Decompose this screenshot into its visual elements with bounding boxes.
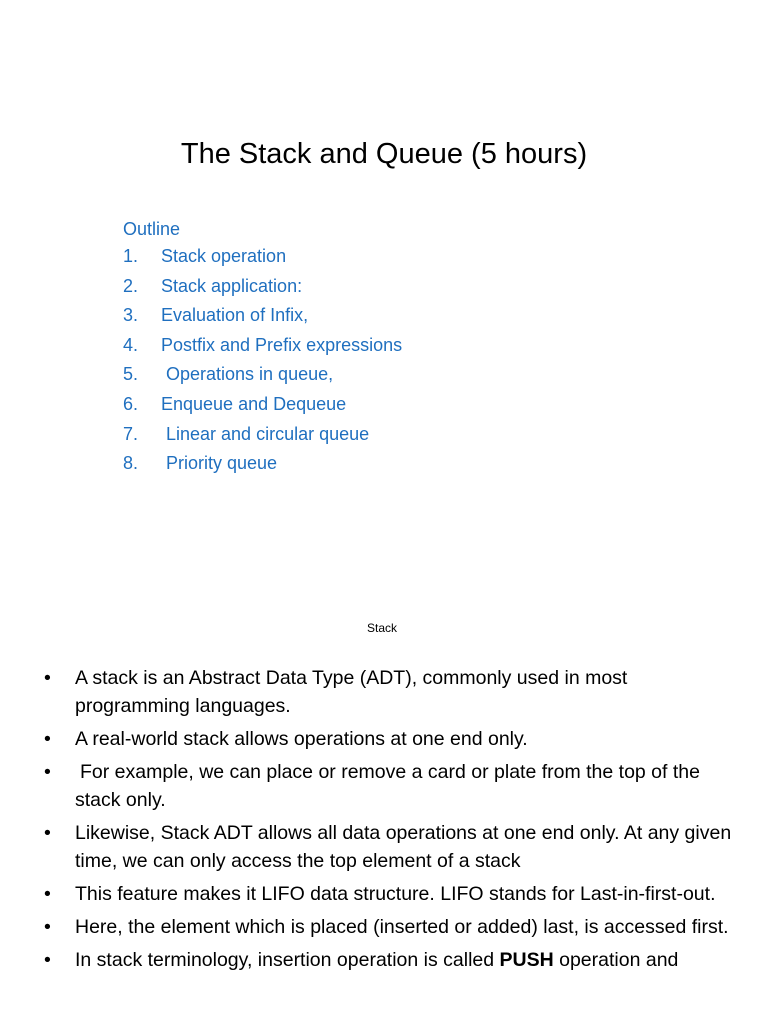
slide-title: The Stack and Queue (5 hours) (180, 138, 588, 170)
outline-number: 7. (123, 423, 139, 444)
bullet-text: Here, the element which is placed (inserted or added) last, is accessed first. (75, 916, 729, 938)
bullet-item (44, 819, 744, 875)
bullet-item (44, 758, 744, 814)
bullet-text (75, 949, 678, 971)
outline-item (123, 301, 309, 331)
bullet-dot: • (44, 761, 51, 783)
bullet-text: This feature makes it LIFO data structure. LIFO stands for Last-in-first-out. (75, 883, 716, 905)
bullet-text: A stack is an Abstract Data Type (ADT), commonly used in most programming languages. (75, 667, 628, 717)
section-label: Stack (366, 621, 397, 635)
outline-number: 6. (123, 393, 139, 414)
bullet-text: Likewise, Stack ADT allows all data operations at one end only. At any given time, we can only access the top element of a stack (75, 822, 732, 872)
bullet-dot: • (44, 667, 51, 689)
bullet-list (44, 664, 744, 979)
outline-text: Evaluation of Infix, (161, 305, 309, 326)
bullet-dot: • (44, 822, 51, 844)
bullet-text-bold: PUSH (499, 949, 554, 971)
outline-text: Stack application: (161, 275, 303, 296)
bullet-item (44, 725, 744, 753)
bullet-text: For example, we can place or remove a card or plate from the top of the stack only. (75, 761, 700, 811)
outline-text: Operations in queue, (166, 364, 334, 385)
outline-number: 4. (123, 334, 139, 355)
outline-number: 2. (123, 275, 139, 296)
outline-item (123, 360, 334, 390)
outline-number: 8. (123, 453, 139, 474)
outline-item (123, 242, 287, 272)
outline-item (123, 390, 347, 420)
outline-item (123, 420, 370, 450)
bullet-item (44, 946, 744, 974)
outline (123, 216, 403, 479)
bullet-dot: • (44, 883, 51, 905)
outline-text: Enqueue and Dequeue (161, 393, 347, 414)
outline-text: Stack operation (161, 246, 287, 266)
bullet-text-after: operation and (553, 949, 679, 971)
outline-item (123, 272, 303, 302)
outline-item (123, 449, 278, 479)
bullet-dot: • (44, 916, 51, 938)
bullet-dot: • (44, 949, 51, 971)
bullet-item (44, 664, 744, 720)
outline-number: 5. (123, 364, 139, 385)
bullet-item (44, 880, 744, 908)
bullet-text-before: In stack terminology, insertion operation is called (75, 949, 500, 971)
outline-text: Postfix and Prefix expressions (161, 334, 403, 355)
bullet-dot: • (44, 728, 51, 750)
outline-item (123, 331, 403, 361)
outline-text: Linear and circular queue (166, 423, 370, 444)
outline-text: Priority queue (166, 453, 278, 474)
outline-number: 1. (123, 246, 139, 266)
outline-heading: Outline (123, 219, 181, 239)
bullet-text: A real-world stack allows operations at one end only. (75, 728, 528, 750)
outline-number: 3. (123, 305, 139, 326)
bullet-item (44, 913, 744, 941)
